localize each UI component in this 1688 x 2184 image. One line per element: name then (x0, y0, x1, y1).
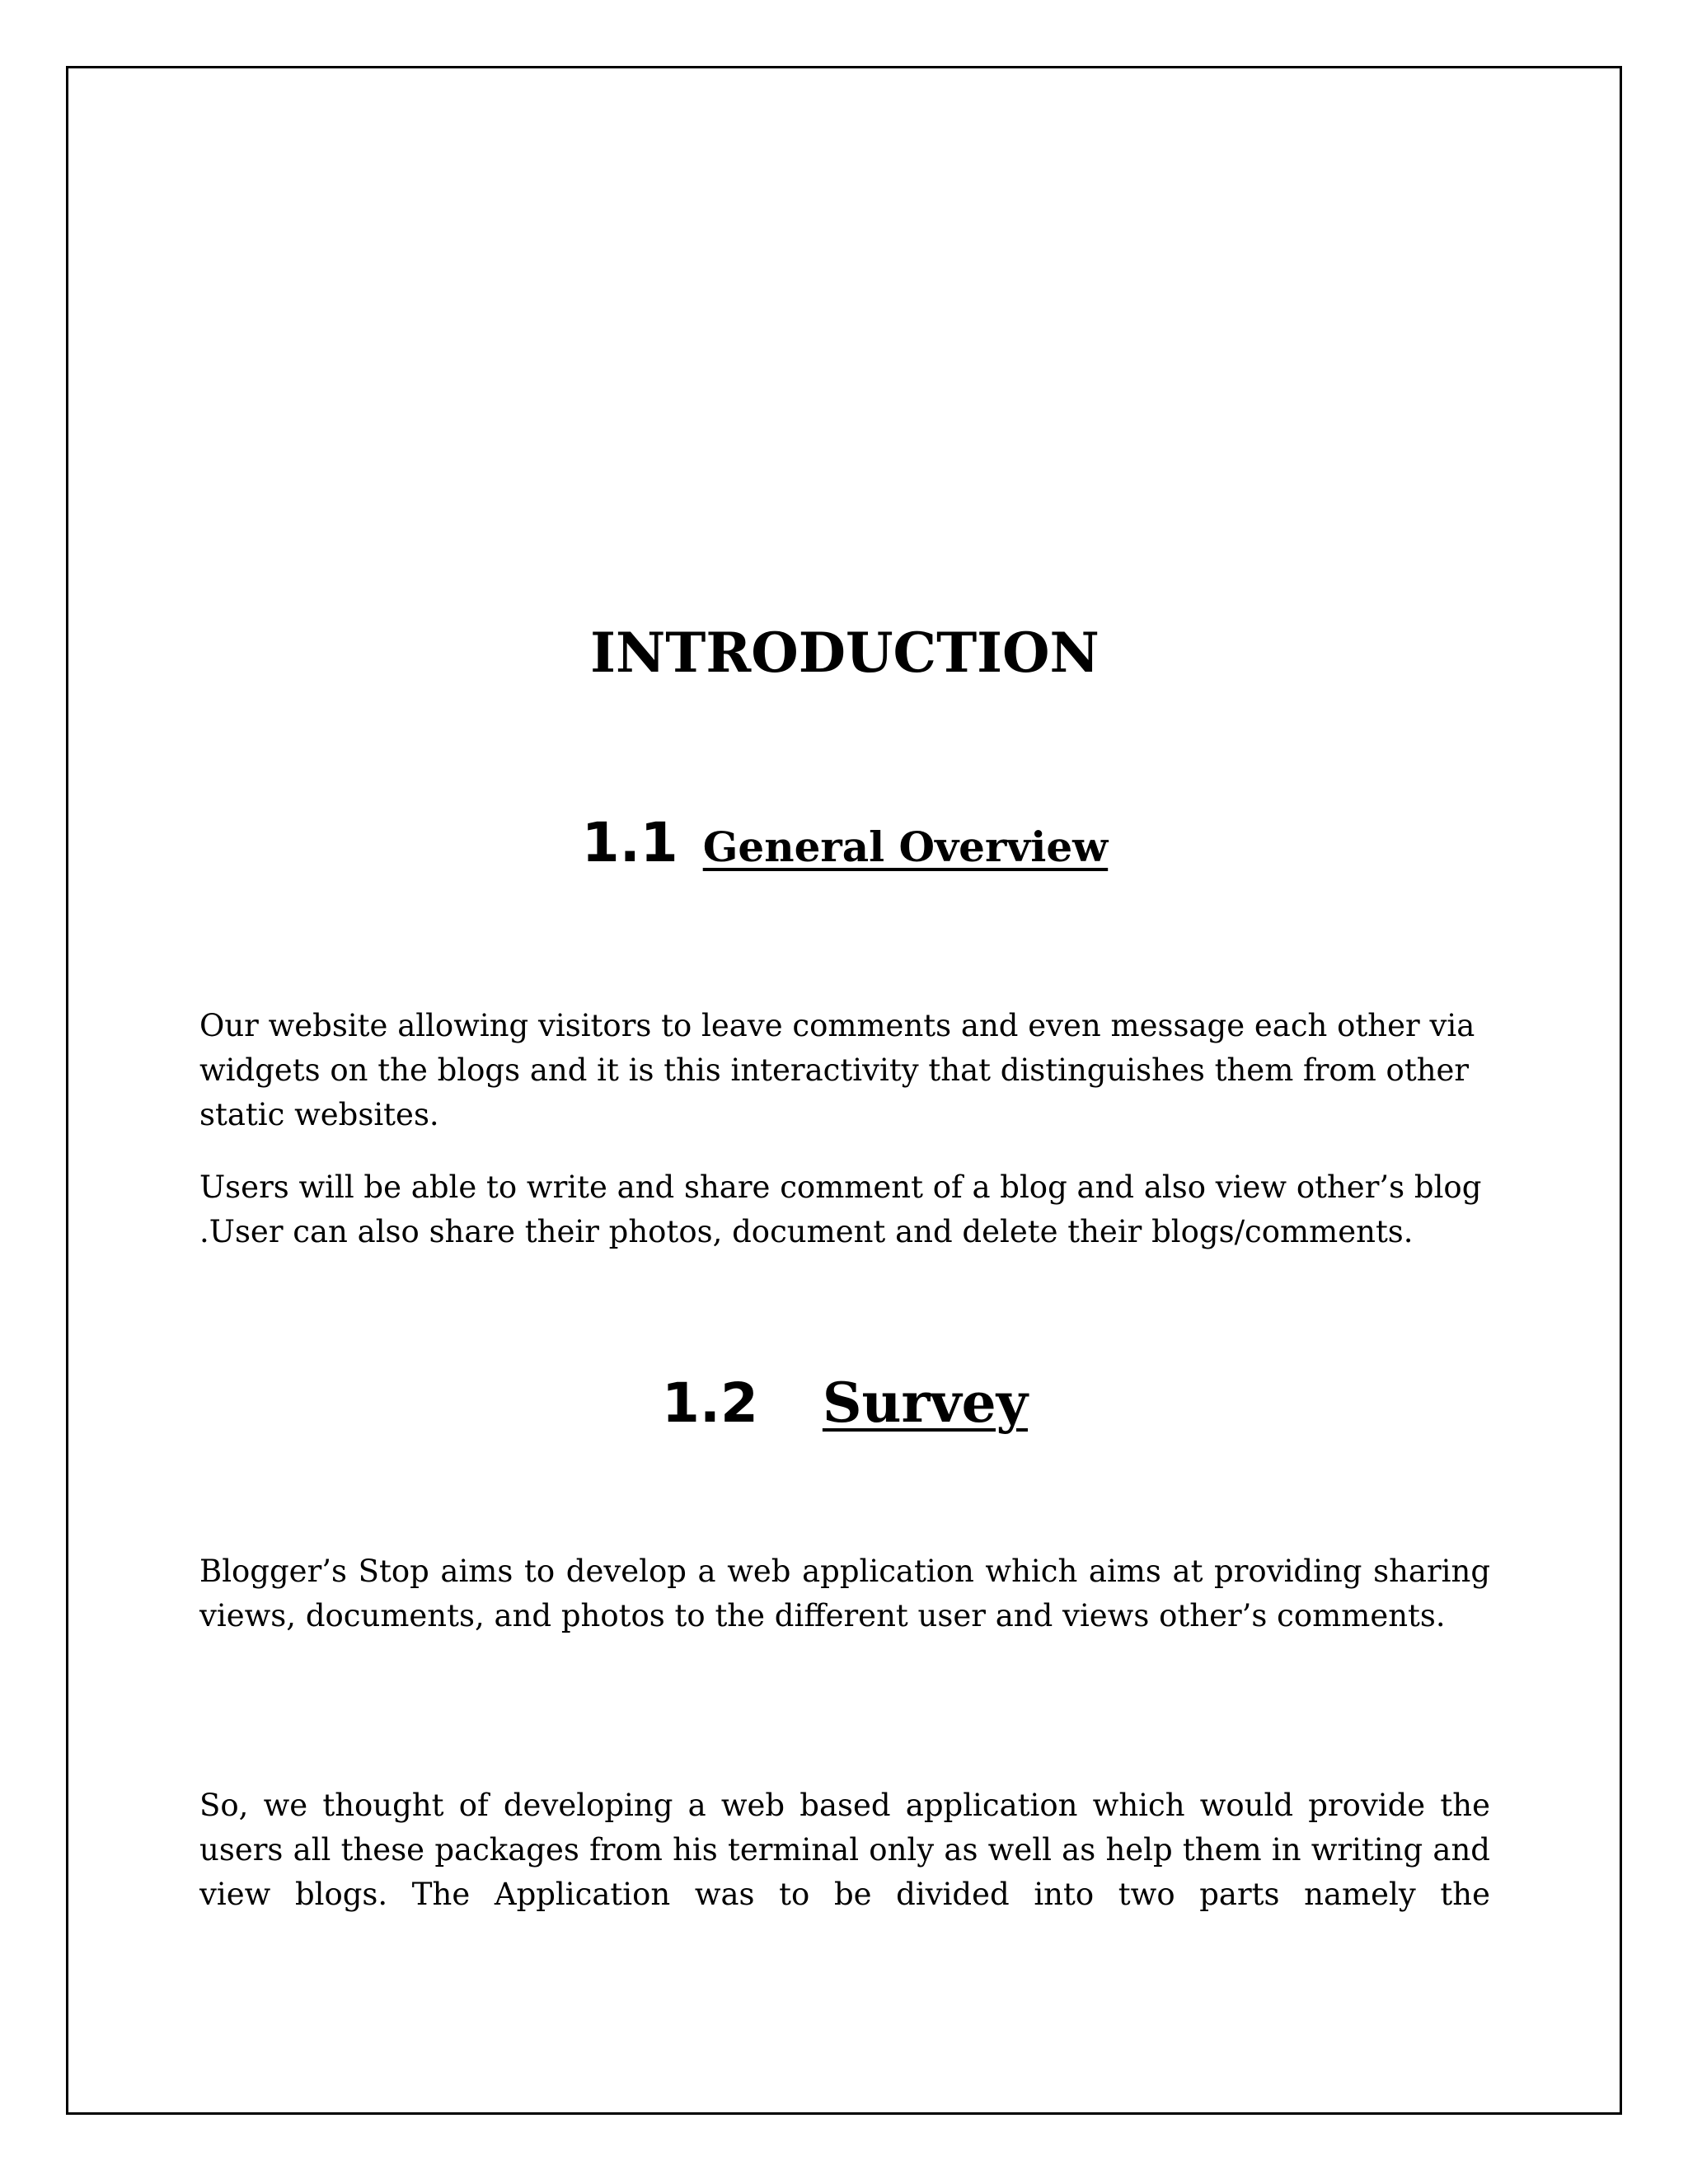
section-number: 1.1 (581, 811, 678, 874)
section-title: General Overview (702, 823, 1109, 871)
section-number: 1.2 (661, 1371, 758, 1435)
paragraph: Blogger’s Stop aims to develop a web application which aims at providing sharing views, documents, and photos to the different user and views other’s comments. (199, 1554, 1490, 1633)
section-heading-survey (199, 1368, 1490, 1438)
chapter-title: INTRODUCTION (590, 621, 1100, 685)
section-heading-general-overview (199, 811, 1490, 876)
paragraph: So, we thought of developing a web based application which would provide the users all these packages from his terminal only as well as help them in writing and view blogs. The Application was to be divided into two parts namely the (199, 1788, 1490, 1912)
paragraph: Users will be able to write and share comment of a blog and also view other’s blog .User can also share their photos, document and delete their blogs/comments. (199, 1169, 1482, 1249)
paragraph: Our website allowing visitors to leave comments and even message each other via widgets on the blogs and it is this interactivity that distinguishes them from other static websites. (199, 1008, 1475, 1132)
section-title: Survey (822, 1371, 1029, 1435)
